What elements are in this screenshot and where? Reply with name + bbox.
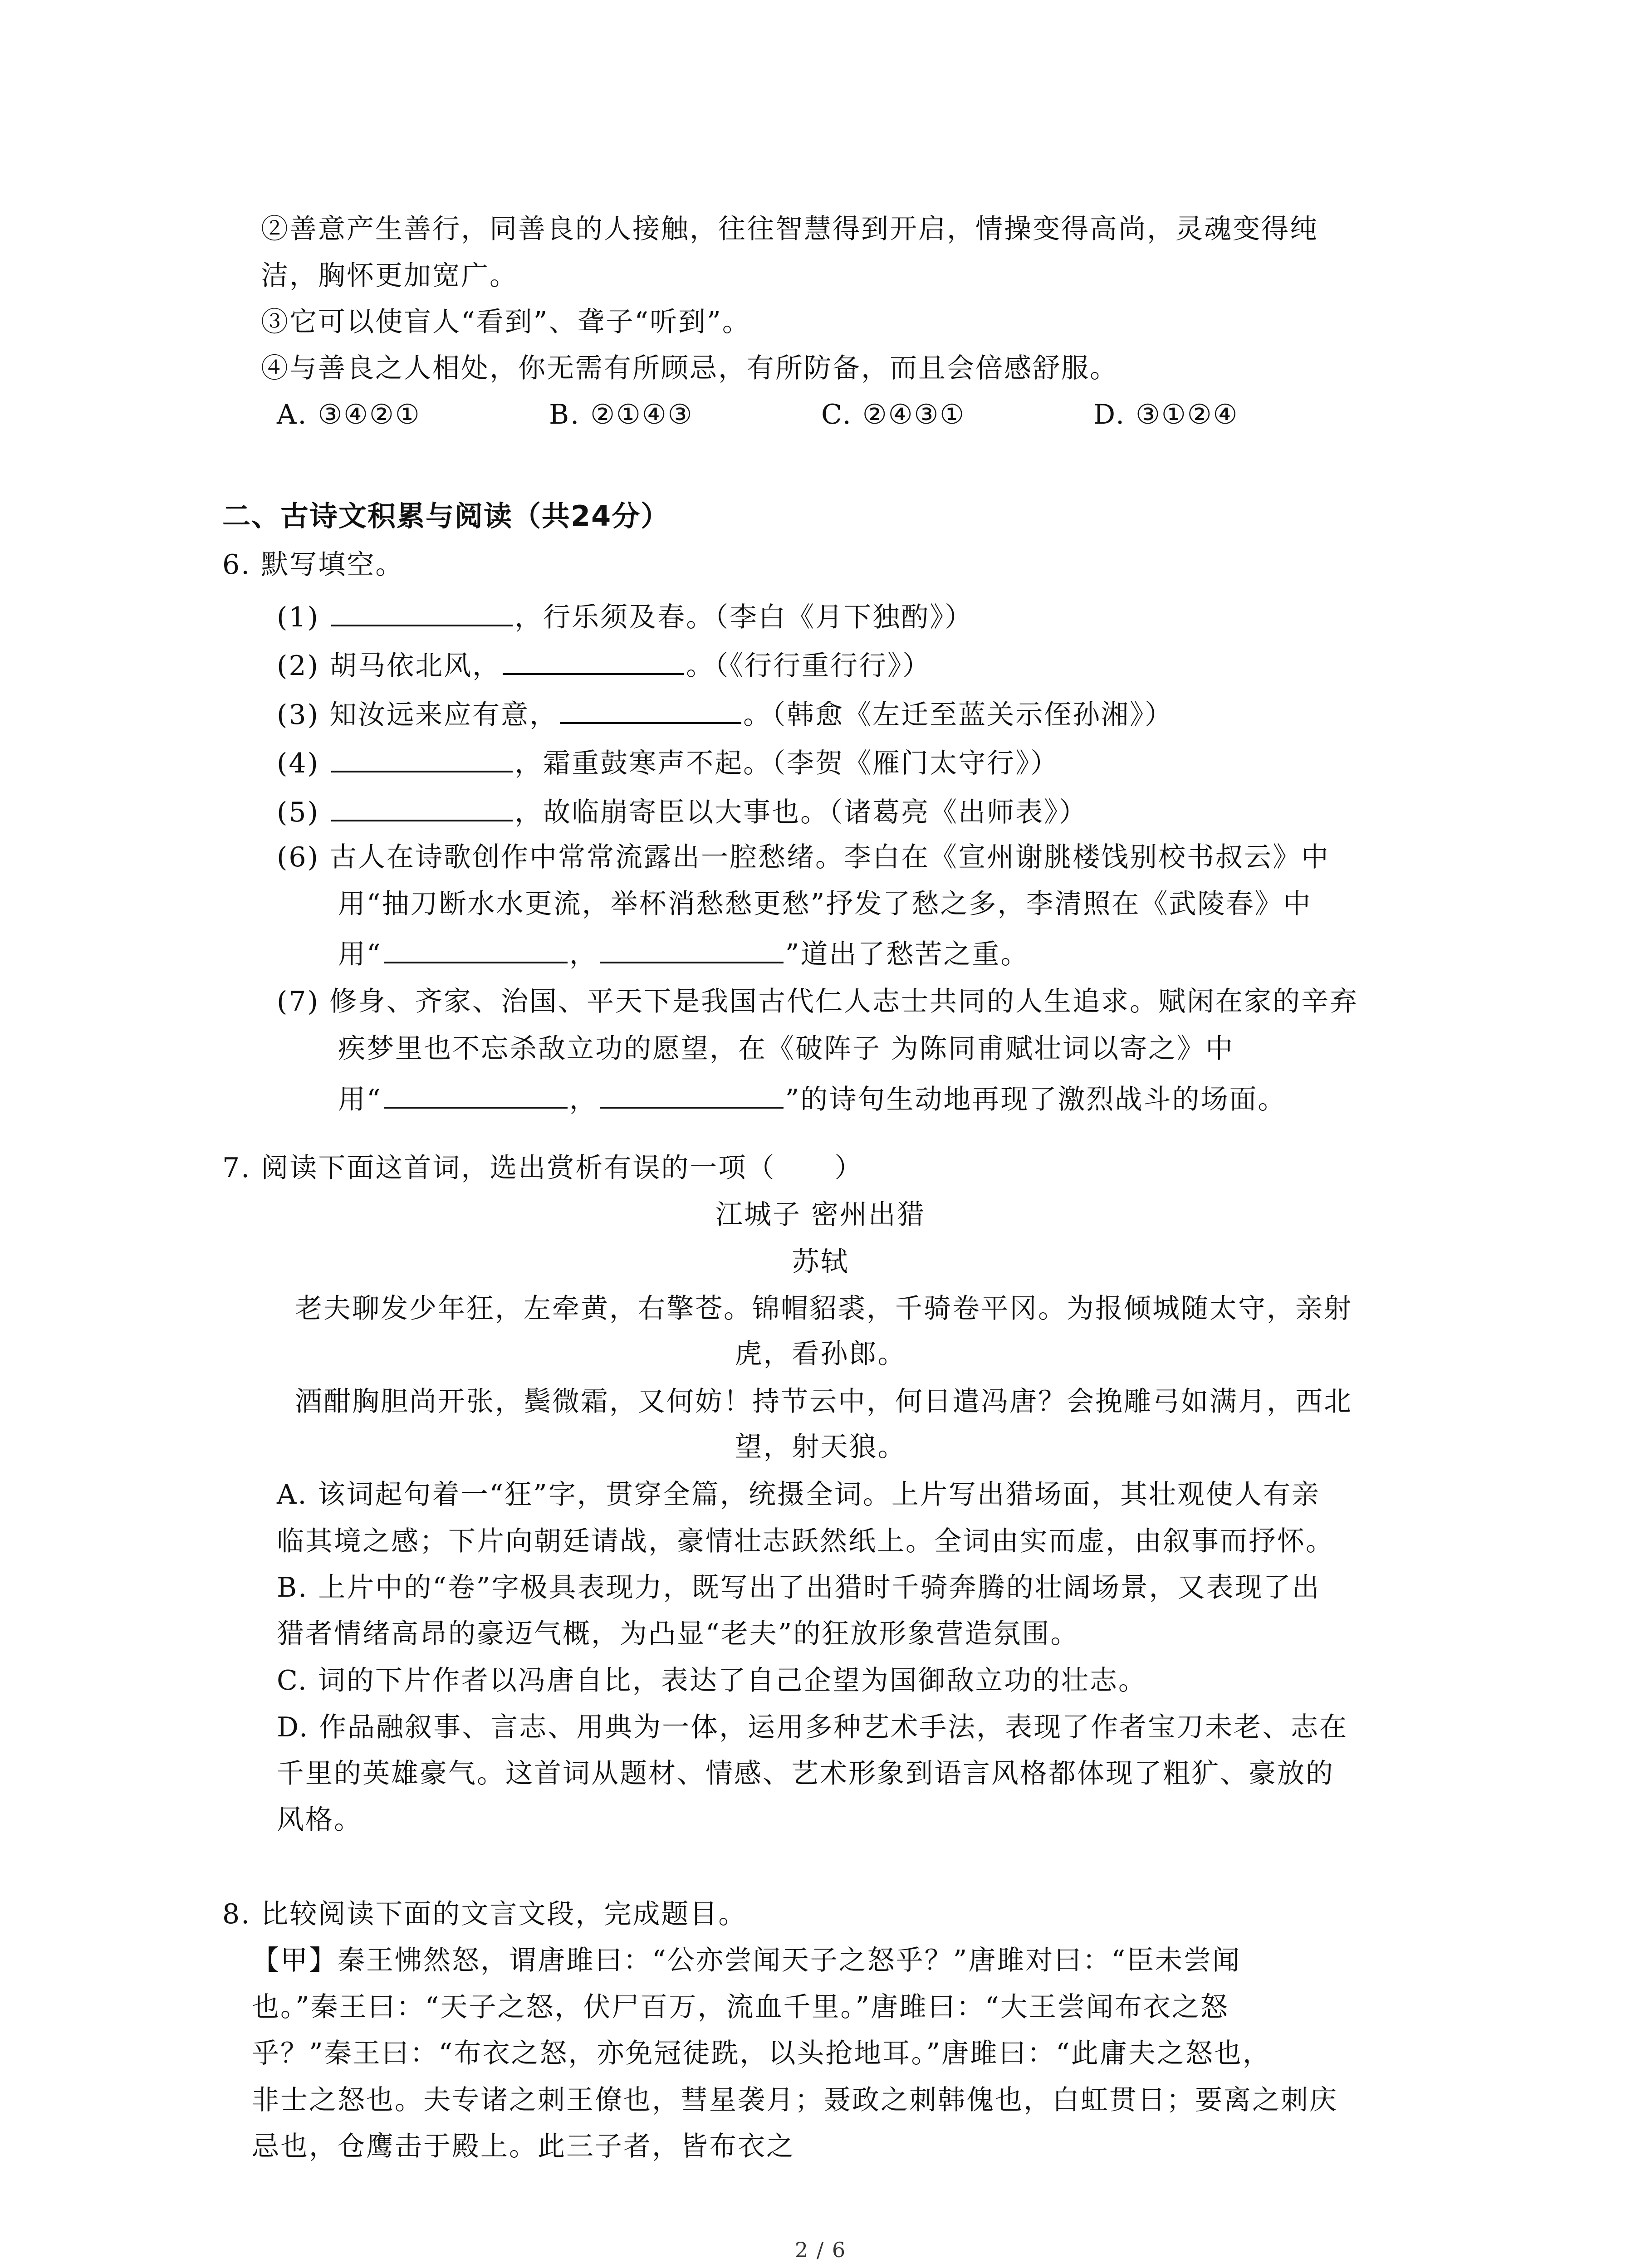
q6-item-6-line-1: (6) 古人在诗歌创作中常常流露出一腔愁绪。李白在《宣州谢朓楼饯别校书叔云》中 xyxy=(277,841,1330,873)
q6-item-7-line-1: (7) 修身、齐家、治国、平天下是我国古代仁人志士共同的人生追求。赋闲在家的辛弃 xyxy=(277,986,1359,1017)
q6-item-7-suffix: ”的诗句生动地再现了激烈战斗的场面。 xyxy=(785,1084,1287,1115)
q6-stem: 6. 默写填空。 xyxy=(222,549,404,581)
answer-blank[interactable] xyxy=(600,1079,784,1109)
q7-option-b-line-2: 猎者情绪高昂的豪迈气概，为凸显“老夫”的狂放形象营造氛围。 xyxy=(277,1618,1079,1650)
poem-stanza-1-line-1: 老夫聊发少年狂，左牵黄，右擎苍。锦帽貂裘，千骑卷平冈。为报倾城随太守，亲射 xyxy=(295,1293,1352,1325)
q6-item-1 xyxy=(277,596,973,635)
q6-item-1-number: (1) xyxy=(277,601,319,633)
poem-title: 江城子 密州出猎 xyxy=(715,1199,926,1231)
answer-blank[interactable] xyxy=(503,645,684,675)
q5-option-d: D. ③①②④ xyxy=(1093,399,1239,430)
q7-option-d-line-3: 风格。 xyxy=(277,1804,362,1836)
q7-option-d-line-2: 千里的英雄豪气。这首词从题材、情感、艺术形象到语言风格都体现了粗犷、豪放的 xyxy=(277,1758,1334,1789)
q6-item-2 xyxy=(277,645,931,684)
q6-item-4-text: ，霜重鼓寒声不起。（李贺《雁门太守行》） xyxy=(514,748,1059,779)
answer-blank[interactable] xyxy=(331,792,513,821)
answer-blank[interactable] xyxy=(384,934,568,963)
poem-stanza-2-line-2: 望，射天狼。 xyxy=(735,1431,906,1463)
q6-item-2-number: (2) xyxy=(277,650,319,682)
passage-jia-line-3: 乎？”秦王曰：“布衣之怒，亦免冠徒跣，以头抢地耳。”唐雎曰：“此庸夫之怒也， xyxy=(252,2038,1271,2069)
q6-item-3-text-after: 。（韩愈《左迁至蓝关示侄孙湘》） xyxy=(743,699,1174,731)
q6-item-2-text-before: 胡马依北风， xyxy=(329,650,501,682)
answer-blank[interactable] xyxy=(331,743,513,772)
answer-blank[interactable] xyxy=(600,934,784,963)
q5-sentence-3: ③它可以使盲人“看到”、聋子“听到”。 xyxy=(261,306,751,338)
q6-item-6-comma: ， xyxy=(569,938,598,970)
poem-author: 苏轼 xyxy=(792,1246,849,1278)
q7-stem xyxy=(222,1150,863,1186)
q6-item-3-text-before: 知汝远来应有意， xyxy=(329,699,558,731)
q6-item-7-line-3 xyxy=(338,1079,1286,1118)
answer-blank[interactable] xyxy=(384,1079,568,1109)
q7-option-d-line-1: D. 作品融叙事、言志、用典为一体，运用多种艺术手法，表现了作者宝刀未老、志在 xyxy=(277,1711,1348,1743)
q5-sentence-2-line-1: ②善意产生善行，同善良的人接触，往往智慧得到开启，情操变得高尚，灵魂变得纯 xyxy=(261,213,1318,245)
q6-item-4-number: (4) xyxy=(277,748,319,779)
q6-item-5 xyxy=(277,792,1087,831)
q5-sentence-2-line-2: 洁，胸怀更加宽广。 xyxy=(261,260,518,292)
q6-item-6-line-3 xyxy=(338,934,1029,973)
passage-jia-line-4: 非士之怒也。夫专诸之刺王僚也，彗星袭月；聂政之刺韩傀也，白虹贯日；要离之刺庆 xyxy=(252,2084,1338,2116)
q6-item-5-number: (5) xyxy=(277,797,319,828)
q5-sentence-4: ④与善良之人相处，你无需有所顾忌，有所防备，而且会倍感舒服。 xyxy=(261,352,1118,384)
q5-option-a: A. ③④②① xyxy=(277,399,421,430)
answer-blank[interactable] xyxy=(560,694,741,724)
q7-option-a-line-2: 临其境之感；下片向朝廷请战，豪情壮志跃然纸上。全词由实而虚，由叙事而抒怀。 xyxy=(277,1525,1334,1557)
q6-item-6-prefix: 用“ xyxy=(338,938,382,970)
q6-item-4 xyxy=(277,743,1059,782)
q7-option-c: C. 词的下片作者以冯唐自比，表达了自己企望为国御敌立功的壮志。 xyxy=(277,1665,1147,1696)
q6-item-5-text: ，故临崩寄臣以大事也。（诸葛亮《出师表》） xyxy=(514,797,1088,828)
passage-jia-line-2: 也。”秦王曰：“天子之怒，伏尸百万，流血千里。”唐雎曰：“大王尝闻布衣之怒 xyxy=(252,1991,1229,2023)
answer-blank[interactable] xyxy=(331,596,513,626)
q6-item-6-line-2: 用“抽刀断水水更流，举杯消愁愁更愁”抒发了愁之多，李清照在《武陵春》中 xyxy=(338,888,1312,920)
q7-option-a-line-1: A. 该词起句着一“狂”字，贯穿全篇，统摄全词。上片写出猎场面，其壮观使人有亲 xyxy=(277,1479,1320,1510)
q6-item-1-text: ，行乐须及春。（李白《月下独酌》） xyxy=(514,601,974,633)
q6-item-7-prefix: 用“ xyxy=(338,1084,382,1115)
q8-stem: 8. 比较阅读下面的文言文段，完成题目。 xyxy=(222,1898,747,1930)
q6-item-3-number: (3) xyxy=(277,699,319,731)
q6-item-3 xyxy=(277,694,1173,733)
q6-item-2-text-after: 。（《行行重行行》） xyxy=(686,650,931,682)
q5-option-c: C. ②④③① xyxy=(821,399,966,430)
q7-stem-text: 7. 阅读下面这首词，选出赏析有误的一项（ xyxy=(222,1152,776,1184)
q7-stem-close: ） xyxy=(834,1152,863,1184)
passage-jia-line-1: 【甲】秦王怫然怒，谓唐雎曰：“公亦尝闻天子之怒乎？”唐雎对曰：“臣未尝闻 xyxy=(252,1945,1241,1976)
q6-item-7-comma: ， xyxy=(569,1084,598,1115)
poem-stanza-2-line-1: 酒酣胸胆尚开张，鬓微霜，又何妨！持节云中，何日遣冯唐？会挽雕弓如满月，西北 xyxy=(295,1386,1352,1418)
q7-option-b-line-1: B. 上片中的“卷”字极具表现力，既写出了出猎时千骑奔腾的壮阔场景，又表现了出 xyxy=(277,1572,1321,1603)
q6-item-6-suffix: ”道出了愁苦之重。 xyxy=(785,938,1029,970)
q5-option-b: B. ②①④③ xyxy=(549,399,694,430)
section-2-heading: 二、古诗文积累与阅读（共24分） xyxy=(222,499,670,533)
page-number: 2 / 6 xyxy=(794,2238,847,2262)
poem-stanza-1-line-2: 虎，看孙郎。 xyxy=(735,1338,906,1370)
q6-item-7-line-2: 疾梦里也不忘杀敌立功的愿望，在《破阵子 为陈同甫赋壮词以寄之》中 xyxy=(338,1033,1234,1065)
passage-jia-line-5: 忌也，仓鹰击于殿上。此三子者，皆布衣之 xyxy=(252,2131,795,2162)
